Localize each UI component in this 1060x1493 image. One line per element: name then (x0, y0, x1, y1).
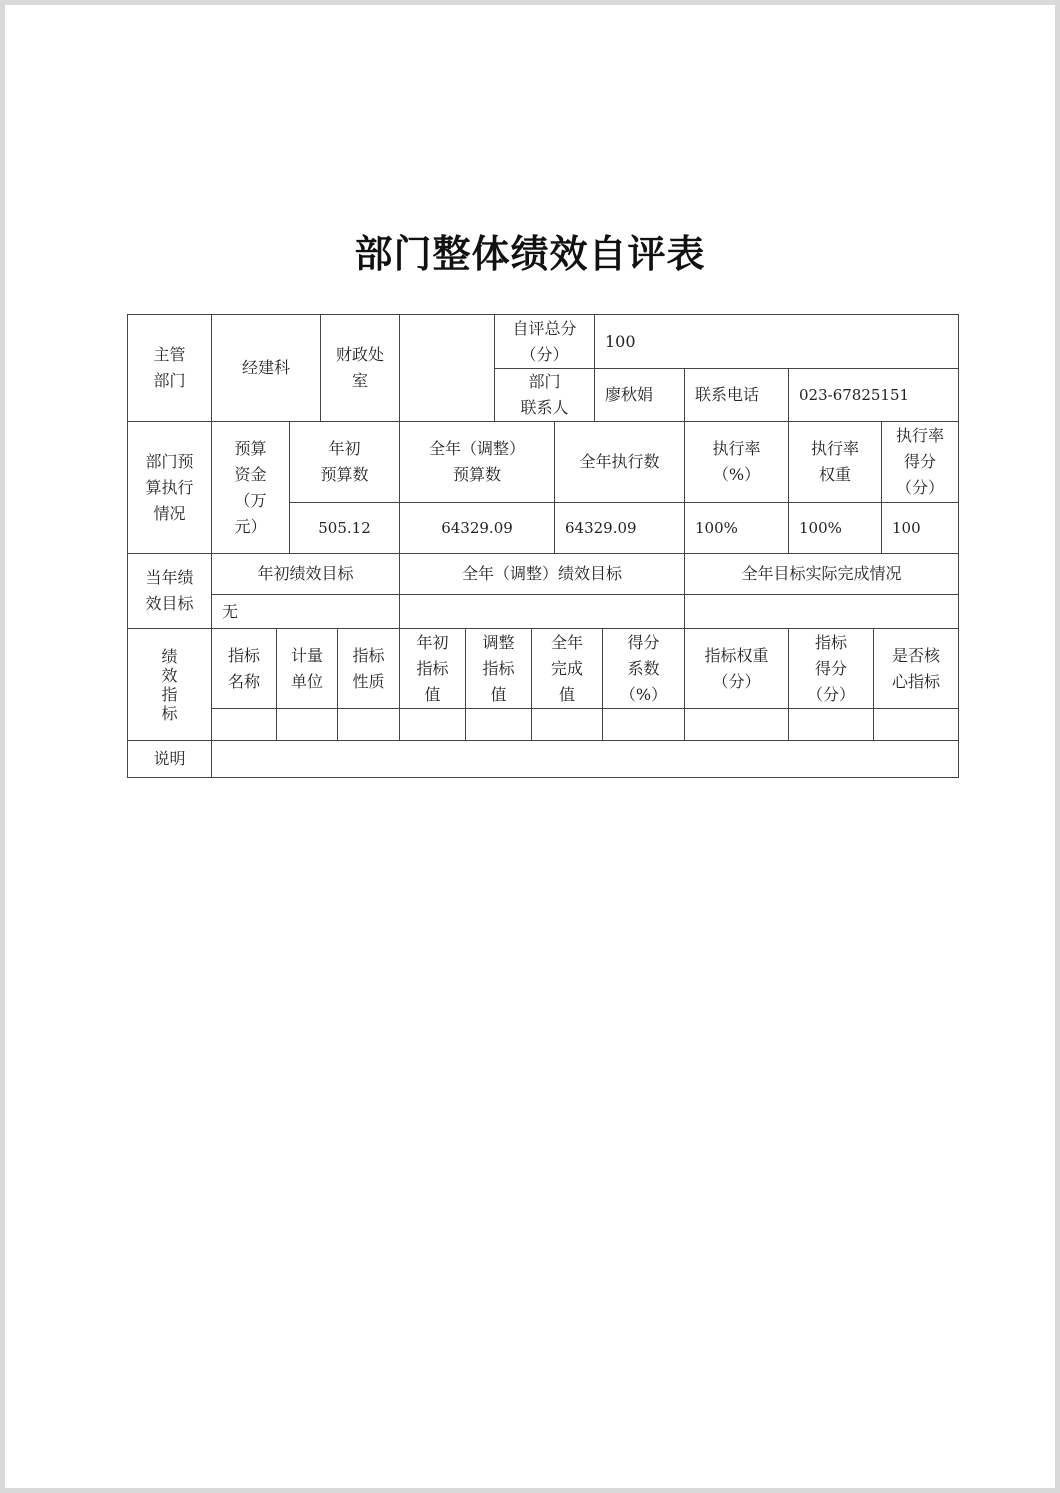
document-page (5, 5, 1055, 1488)
indicator-cell (399, 708, 466, 741)
indicator-header-completed: 全年 完成 值 (531, 628, 603, 709)
initial-goal-label: 年初绩效目标 (211, 553, 400, 595)
initial-budget-value: 505.12 (289, 502, 400, 554)
self-score-value: 100 (594, 314, 959, 369)
actual-completion-label: 全年目标实际完成情况 (684, 553, 959, 595)
page-title: 部门整体绩效自评表 (354, 231, 706, 276)
indicator-header-weight: 指标权重 （分） (684, 628, 789, 709)
indicator-header-coefficient: 得分 系数 （%） (602, 628, 685, 709)
budget-section-label: 部门预 算执行 情况 (127, 421, 212, 554)
executed-label: 全年执行数 (554, 421, 685, 503)
indicator-header-score: 指标 得分 （分） (788, 628, 874, 709)
phone-label: 联系电话 (684, 368, 789, 422)
indicator-cell (684, 708, 789, 741)
indicator-header-unit: 计量 单位 (276, 628, 338, 709)
indicator-cell (276, 708, 338, 741)
notes-value (211, 740, 959, 778)
exec-rate-value: 100% (684, 502, 789, 554)
adjusted-goal-label: 全年（调整）绩效目标 (399, 553, 685, 595)
indicators-section-label: 绩 效 指 标 (127, 628, 212, 741)
initial-goal-value: 无 (211, 594, 400, 629)
exec-rate-score-label: 执行率 得分 （分） (881, 421, 959, 503)
indicator-header-initial: 年初 指标 值 (399, 628, 466, 709)
adjusted-budget-label: 全年（调整） 预算数 (399, 421, 555, 503)
executed-value: 64329.09 (554, 502, 685, 554)
indicator-cell (531, 708, 603, 741)
contact-name: 廖秋娟 (594, 368, 685, 422)
indicator-cell (337, 708, 400, 741)
goals-section-label: 当年绩 效目标 (127, 553, 212, 629)
funds-label: 预算 资金 （万 元） (211, 421, 290, 554)
dept-value: 经建科 (211, 314, 321, 422)
adjusted-budget-value: 64329.09 (399, 502, 555, 554)
exec-rate-score-value: 100 (881, 502, 959, 554)
dept-label: 主管 部门 (127, 314, 212, 422)
indicator-cell (465, 708, 532, 741)
indicator-header-adjusted: 调整 指标 值 (465, 628, 532, 709)
indicator-header-name: 指标 名称 (211, 628, 277, 709)
exec-rate-weight-value: 100% (788, 502, 882, 554)
phone-value: 023-67825151 (788, 368, 959, 422)
evaluation-table (5, 5, 1055, 1488)
adjusted-goal-value (399, 594, 685, 629)
indicator-header-core: 是否核 心指标 (873, 628, 959, 709)
finance-office-cell: 财政处 室 (320, 314, 400, 422)
indicator-header-nature: 指标 性质 (337, 628, 400, 709)
indicator-cell (211, 708, 277, 741)
contact-label: 部门 联系人 (494, 368, 595, 422)
indicator-cell (602, 708, 685, 741)
actual-completion-value (684, 594, 959, 629)
notes-label: 说明 (127, 740, 212, 778)
exec-rate-label: 执行率 （%） (684, 421, 789, 503)
self-score-label: 自评总分 （分） (494, 314, 595, 369)
blank-header-cell (399, 314, 495, 422)
exec-rate-weight-label: 执行率 权重 (788, 421, 882, 503)
indicator-cell (788, 708, 874, 741)
indicator-cell (873, 708, 959, 741)
initial-budget-label: 年初 预算数 (289, 421, 400, 503)
